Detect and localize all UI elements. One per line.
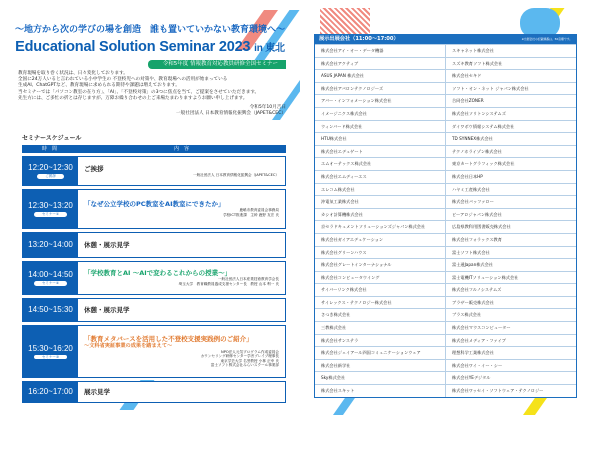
exhibitor-name: 株式会社日本HP (445, 171, 576, 183)
exhibitor-note: ※出展会社の記載順番は、50音順です。 (521, 37, 572, 41)
intro-text (18, 71, 294, 102)
exhibitor-row (315, 246, 576, 259)
intro-line: 教育現場を取り巻く状況は、日々変化しております。 (18, 71, 128, 76)
exhibitor-name: スキャネット株式会社 (445, 45, 576, 57)
intro-line: 当セミナーでは「パソコン教室の在り方」、「AI」、「不登校対策」の3つに焦点を当て、ご提案をさせていただきます。 (18, 89, 260, 95)
exhibitor-name: 株式会社アクティブ (321, 60, 359, 66)
schedule-row (22, 232, 286, 258)
exhibitor-row (315, 346, 576, 359)
tagline-banner: 令和5年度 情報教育対応教員研修全国セミナー (148, 60, 286, 69)
exhibitor-name: 富士電機ITソリューション株式会社 (445, 272, 576, 284)
exhibitor-row (315, 334, 576, 347)
speaker: 東京学芸大学 名誉教授 小林 正幸 氏 (220, 358, 279, 363)
signature (176, 105, 286, 117)
exhibitor-row (315, 94, 576, 107)
exhibitor-row (315, 384, 576, 397)
exhibitor-name: 株式会社ソリトンシステムズ (445, 108, 576, 120)
session-title: 休憩・展示見学 (84, 306, 130, 314)
exhibitor-name: 三教株式会社 (321, 325, 347, 331)
exhibitor-name: ブラザー販売株式会社 (445, 297, 576, 309)
schedule-row (22, 156, 286, 186)
right-page (300, 0, 600, 415)
exhibitor-name: ダイワボウ情報システム株式会社 (445, 121, 576, 133)
exhibitor-name: カシオ計算機株式会社 (321, 211, 363, 217)
intro-line: 生成AI、ChatGPTなど、教育現場に求められる期待や課題は増えております。 (18, 83, 180, 89)
decoration-stripe (333, 395, 357, 415)
exhibitor-name: HTU株式会社 (321, 136, 347, 142)
exhibitor-name: スズキ教育ソフト株式会社 (445, 58, 576, 70)
intro-line: 全国に24万人いると言われている小中学生の 不登校児への対策や、教育現場への活用が始まっている (18, 77, 228, 83)
exhibitor-row (315, 359, 576, 372)
exhibitor-name: 株式会社メディア・ファイブ (445, 335, 576, 347)
exhibitor-name: ピーアロジャパン株式会社 (445, 209, 576, 221)
exhibitor-name: 株式会社YEデジタル (445, 372, 576, 384)
exhibitor-row (315, 183, 576, 196)
page-title (0, 38, 300, 58)
exhibitor-name: プラス株式会社 (445, 309, 576, 321)
exhibitor-row (315, 132, 576, 145)
speaker: 一般社団法人 日本教育情報化振興会（JAPET&CEC） (192, 172, 279, 177)
exhibitor-table-header (315, 35, 576, 44)
exhibitor-name: 富士ソフト株式会社 (445, 247, 576, 259)
exhibitor-row (315, 57, 576, 70)
session-title: ご挨拶 (84, 164, 104, 173)
exhibitor-row (315, 170, 576, 183)
badge: セミナー③ (34, 355, 67, 360)
time: 14:50~15:30 (28, 305, 73, 314)
exhibitor-row (315, 283, 576, 296)
time: 14:00~14:50 (28, 270, 73, 280)
speaker: 一般社団法人日本産業技術教育学会長 (217, 277, 279, 282)
speaker: 富士ソフト株式会社みらいスクール事業部 (210, 363, 279, 368)
exhibitor-row (315, 233, 576, 246)
schedule-row (22, 325, 286, 378)
exhibitor-row (315, 258, 576, 271)
exhibitor-name: 株式会社マウスコンピューター (445, 322, 576, 334)
session-title: 「学校教育とAI 〜AIで変わるこれからの授業〜」 (84, 269, 232, 278)
exhibitor-name: 富士通Japan株式会社 (445, 259, 576, 271)
date: 令和5年10月吉日 (249, 105, 286, 110)
speaker: 埼玉大学 教育職教員養成支援センター長 教授 山本 利一 氏 (178, 282, 279, 286)
exhibitor-row (315, 308, 576, 321)
speaker: カウンセリング研修センター学舎ブレイブ理事長 (200, 354, 279, 359)
exhibitor-row (315, 220, 576, 233)
left-page (0, 0, 300, 415)
subtitle: 〜地方から次の学びの場を創造 誰も置いていかない教育環境へ〜 (14, 25, 285, 35)
exhibitor-name: 株式会社コンピュータウイング (321, 274, 380, 280)
exhibitor-heading: 展示出展会社（11:00〜17:00） (319, 36, 399, 42)
col-time: 時 間 (41, 146, 57, 152)
exhibitor-name: 沖電気工業株式会社 (321, 199, 359, 205)
exhibitor-name: 東京カートグラフィック株式会社 (445, 158, 576, 170)
exhibitor-row (315, 371, 576, 384)
exhibitor-row (315, 44, 576, 57)
speaker: NPO法人元気プログラム作成委員会 (221, 349, 279, 354)
session-subtitle: 〜文科省実証事業の成果を踏まえて〜 (84, 343, 173, 350)
exhibitor-name: エレコム株式会社 (321, 186, 355, 192)
decoration-hatch (320, 8, 370, 34)
exhibitor-name: サイレックス・テクノロジー株式会社 (321, 299, 392, 305)
time: 12:30~13:20 (28, 201, 73, 211)
exhibitor-name: ウィンバード株式会社 (321, 123, 363, 129)
exhibitor-name: 株式会社アバロンテクノロジーズ (321, 85, 384, 91)
session-title: 展示見学 (84, 388, 110, 396)
exhibitor-name: イメージニクス株式会社 (321, 110, 367, 116)
exhibitor-row (315, 120, 576, 133)
speaker: 鹿嶋市教育委員会事務局 (239, 208, 279, 213)
time: 12:20~12:30 (28, 163, 73, 173)
title-text: Educational Solution Seminar 2023 (15, 39, 251, 55)
badge: セミナー② (34, 281, 67, 286)
exhibitor-name: 株式会社サンステラ (321, 337, 359, 343)
exhibitor-name: 株式会社エデュゲート (321, 148, 363, 154)
exhibitor-name: アバー・インフォメーション株式会社 (321, 98, 392, 104)
schedule-row (22, 298, 286, 322)
schedule-row (22, 381, 286, 403)
exhibitor-name: Sky株式会社 (321, 375, 346, 381)
exhibitor-name: ソフト・オン・ネット ジャパン株式会社 (445, 83, 576, 95)
exhibitor-name: 株式会社バッファロー (445, 196, 576, 208)
time: 16:20~17:00 (28, 387, 73, 396)
exhibitor-name: 株式会社エムディーエス (321, 173, 367, 179)
exhibitor-row (315, 69, 576, 82)
session-title: 「なぜ公立学校のPC教室をAI教室にできたか」 (84, 200, 225, 209)
session-title: 休憩・展示見学 (84, 241, 130, 249)
exhibitor-row (315, 208, 576, 221)
schedule-row (22, 189, 286, 229)
exhibitor-name: 株式会社フォラックス教育 (445, 234, 576, 246)
exhibitor-name: 株式会社新学社 (321, 362, 351, 368)
exhibitor-name: さつき株式会社 (321, 312, 351, 318)
intro-line: 先生方には、ご多忙の折とは存じますが、万障お繰り合わせの上ご来場たまわりますようお願い申し上げます。 (18, 95, 248, 101)
exhibitor-row (315, 157, 576, 170)
exhibitor-name: 京セラドキュメントソリューションズジャパン株式会社 (321, 224, 426, 230)
schedule-row (22, 261, 286, 295)
exhibitor-name: 株式会社グレートインターナショナル (321, 262, 392, 268)
exhibitor-row (315, 321, 576, 334)
exhibitor-name: テクノホライゾン株式会社 (445, 146, 576, 158)
exhibitor-name: 株式会社ガイアエデュケーション (321, 236, 384, 242)
exhibitor-name: TD SYNNEX株式会社 (445, 133, 576, 145)
exhibitor-row (315, 195, 576, 208)
exhibitor-name: 株式会社グリーンハウス (321, 249, 367, 255)
badge: ご挨拶 (37, 174, 64, 179)
title-suffix: in 東北 (254, 43, 285, 54)
exhibitor-name: 理想科学工業株式会社 (445, 347, 576, 359)
schedule-header (22, 145, 286, 153)
time: 13:20~14:00 (28, 240, 73, 249)
exhibitor-name: サイバーリンク株式会社 (321, 287, 367, 293)
organization: 一般社団法人 日本教育情報化振興会（JAPET&CEC） (176, 111, 286, 117)
col-content: 内 容 (173, 146, 189, 152)
exhibitor-name: ハヤミ工産株式会社 (445, 184, 576, 196)
exhibitor-name: 合同会社ZONER (445, 95, 576, 107)
exhibitor-row (315, 107, 576, 120)
schedule-heading: セミナースケジュール (22, 135, 82, 142)
speaker: 学校ICT推進課 主幹 鹿野 友宏 氏 (223, 213, 279, 217)
decoration-stripe (523, 395, 549, 415)
session-title: 「教育メタバースを活用した不登校支援実践例のご紹介」 (84, 335, 253, 344)
exhibitor-name: エムオーテックス株式会社 (321, 161, 372, 167)
exhibitor-name: 株式会社スキット (321, 388, 355, 394)
exhibitor-row (315, 82, 576, 95)
exhibitor-name: 株式会社セキド (445, 70, 576, 82)
exhibitor-name: 株式会社フルノシステムズ (445, 284, 576, 296)
badge: セミナー① (34, 212, 67, 217)
exhibitor-name: 株式会社ワイ・イー・シー (445, 360, 576, 372)
exhibitor-name: 株式会社ジェイアール四国コミュニケーションウェア (321, 350, 421, 356)
exhibitor-row (315, 296, 576, 309)
exhibitor-row (315, 145, 576, 158)
exhibitor-table (314, 34, 577, 398)
exhibitor-row (315, 271, 576, 284)
exhibitor-name: 広島県教科用図書販売株式会社 (445, 221, 576, 233)
exhibitor-name: ASUS JAPAN 株式会社 (321, 73, 364, 79)
exhibitor-name: 株式会社ワッセイ・ソフトウェア・テクノロジー (445, 385, 576, 397)
exhibitor-name: 株式会社アイ・オー・データ機器 (321, 48, 384, 53)
time: 15:30~16:20 (28, 343, 73, 353)
